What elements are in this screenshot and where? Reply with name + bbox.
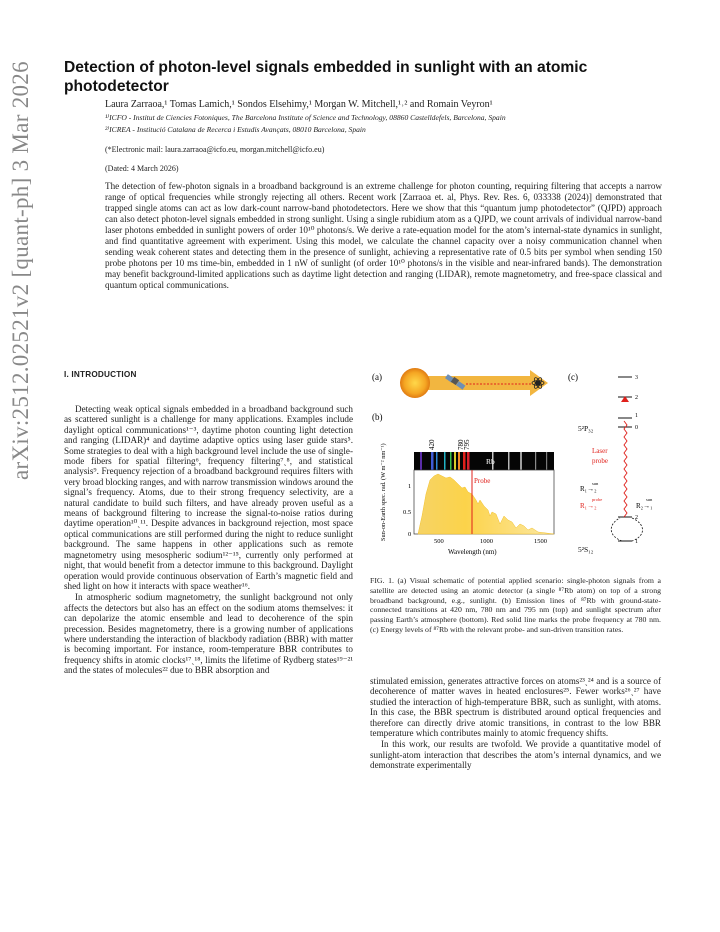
figure-1 xyxy=(370,366,670,566)
svg-text:3: 3 xyxy=(635,375,638,381)
y-axis-ticks xyxy=(403,483,411,538)
x-axis-ticks xyxy=(434,538,547,545)
right-column xyxy=(370,676,661,771)
date-line: (Dated: 4 March 2026) xyxy=(105,164,179,173)
panel-a-label: (a) xyxy=(372,372,382,382)
r12-probe-label: R₁→₂ xyxy=(580,502,597,510)
probe-text-label: probe xyxy=(592,457,608,465)
right-paragraph-1: stimulated emission, generates attractive forces on atoms²³ˎ²⁴ and is a source of decoherence of matter waves in heated enclosures²⁵. Fewer works²⁶ˎ²⁷ have studied the interaction of high-temperature BBR, such as sunlight, with atoms. In this case, the BBR spectrum is distributed around optical frequencies and therefore can directly drive atomic transitions, in contrast to the low BBR temperature which contributes mainly to atomic frequency shifts. xyxy=(370,676,661,739)
y-tick-0.5: 0.5 xyxy=(403,509,412,516)
sun-icon xyxy=(400,368,430,398)
arxiv-identifier: arXiv:2512.02521v2 [quant-ph] 3 Mar 2026 xyxy=(8,61,33,480)
y-axis-label: Sun-on-Earth spec. rad. (W m⁻² nm⁻¹) xyxy=(380,443,387,541)
panel-b-label: (b) xyxy=(372,412,383,422)
rb-emission-bar xyxy=(414,452,554,470)
rb-label: Rb xyxy=(486,457,495,466)
intro-paragraph-1: Detecting weak optical signals embedded in a broadband background such as scattered sunlight is a challenge for many applications. Examples include daylight optical communications¹⁻³, daytime photon counting light detection and ranging (LIDAR)⁴ and daytime adaptive optics using laser guide stars⁵. Some strategies to deal with a high background level include the use of single-mode fibers for spatial filtering⁶, frequency filtering⁷ˎ⁸, and statistical analysis⁹. Frequency rejection of a broadband background requires filters with very broad blocking ranges, and with narrow transmission windows around the signal’s frequency. Atoms, due to their strong frequency selectivity, are a natural candidate to build such filters, and have already proven useful as a means of background filtering to increase the signal-to-noise ratios during daytime operation¹⁰ˎ¹¹. Despite advances in background rejection, most space optical communications are still performed during the night to reduce sunlight background. The same happens in other applications such as remote magnetometry using mesospheric sodium¹²⁻¹⁵, currently only performed at night, that would benefit from a detector immune to this background. Daylight operation would provide continuous observation of Earth’s magnetic field and shed light on how it interacts with space weather¹⁶. xyxy=(64,404,353,591)
paper-title: Detection of photon-level signals embedded in sunlight with an atomic photodetector xyxy=(64,59,588,95)
y-tick-0: 0 xyxy=(408,531,412,538)
upper-sublevel-labels xyxy=(635,375,638,431)
line-label-780: 780 xyxy=(457,439,465,450)
left-column xyxy=(64,404,353,676)
contact-email[interactable]: (*Electronic mail: laura.zarraoa@icfo.eu, morgan.mitchell@icfo.eu) xyxy=(105,145,325,154)
intro-paragraph-2: In atmospheric sodium magnetometry, the sunlight background not only affects the detectors but also has an effect on the sodium atoms themselves: it can depolarize the atomic ensemble and lead to decoherence of the spin precession. Besides magnetometry, there is a growing number of applications where understanding the interaction of blackbody radiation (BBR) with matter is becoming important. For instance, room-temperature BBR contributes to frequency shifts in atomic clocks¹⁷ˎ¹⁸, limits the lifetime of Rydberg states¹⁹⁻²¹ and the states of molecules²² due to BBR absorption and xyxy=(64,592,353,676)
r21-sun-sup: sun xyxy=(646,497,653,502)
svg-text:2: 2 xyxy=(635,395,638,401)
panel-c-label: (c) xyxy=(568,372,578,382)
x-tick-1500: 1500 xyxy=(534,538,547,545)
x-tick-1000: 1000 xyxy=(480,538,493,545)
r12-sun-sup: sun xyxy=(592,481,599,486)
x-tick-500: 500 xyxy=(434,538,444,545)
r12-probe-sup: probe xyxy=(592,497,603,502)
svg-text:1: 1 xyxy=(635,539,638,545)
r12-sun-arrow xyxy=(611,518,622,541)
right-paragraph-2: In this work, our results are twofold. We provide a quantitative model of sunlight-atom interaction that describes the atom’s internal dynamics, and we demonstrate experimentally xyxy=(370,739,661,771)
svg-text:0: 0 xyxy=(635,425,638,431)
svg-text:2: 2 xyxy=(635,515,638,521)
lower-level-lines xyxy=(618,517,632,541)
sunlight-arrow xyxy=(416,370,548,396)
section-heading: I. INTRODUCTION xyxy=(64,370,137,379)
x-axis-label: Wavelength (nm) xyxy=(448,548,497,556)
laser-probe-arrow xyxy=(624,421,627,517)
abstract: The detection of few-photon signals in a broadband background is an extreme challenge for photon counting, requiring filtering that accepts a narrow range of optical frequencies while strongly rejecting all others. Recent work [Zarraoa et. al, Phys. Rev. Res. 6, 033338 (2024)] demonstrated that trapped single atoms can act as low dark-count narrow-band photodetectors. Here we show that this “quantum jump photodetector” (QJPD) approach can also detect photon-level signals embedded in strong sunlight. Using a single rubidium atom as a QJPD, we count arrivals of individual narrow-band laser photons embedded in sunlight powers of order 10¹⁰ photons/s. We derive a rate-equation model for the atom’s internal-state dynamics in sunlight, and find quantitative agreement with experiment. Using this model, we calculate the channel capacity over a noisy communication channel when sending weak coherent states and detecting them in the presence of sunlight, achieving a representative rate of 0.5 bits per symbol when sending 150 probe photons per 10 ms time-bin, embedded in 1 nW of sunlight (of order 10¹⁰ photons/s in the visible and near-infrared bands). The demonstration may benefit background-limited applications such as daytime light detection and ranging (LIDAR), remote magnetometry, and free-space classical and quantum optical communications. xyxy=(105,181,662,291)
line-label-420: 420 xyxy=(428,439,436,450)
probe-label: Probe xyxy=(474,477,491,485)
affiliation-icrea: ²⁾ICREA - Institució Catalana de Recerca i Estudis Avançats, 08010 Barcelona, Spain xyxy=(105,125,366,134)
lower-level-label: 5²S₁₂ xyxy=(578,545,594,554)
figure-caption: FIG. 1. (a) Visual schematic of potential applied scenario: single-photon signals from a satellite are detected using an atomic detector (a single ⁸⁷Rb atom) on top of a strong broadband background, e.g., sunlight. (b) Emission lines of ⁸⁷Rb with ground-state-connected transitions at 420 nm, 780 nm and 795 nm (top) and sunlight spectrum after passing Earth’s atmosphere (bottom). Red solid line marks the probe frequency at 780 nm. (c) Energy levels of ⁸⁷Rb with the relevant probe- and sun-driven transition rates. xyxy=(370,576,661,634)
svg-text:1: 1 xyxy=(635,413,638,419)
line-label-795: 795 xyxy=(463,439,471,450)
upper-level-label: 5²P₃₂ xyxy=(578,424,594,433)
r12-sun-label: R₁→₂ xyxy=(580,485,597,493)
laser-label: Laser xyxy=(592,447,608,455)
y-tick-1: 1 xyxy=(408,483,412,490)
author-list: Laura Zarraoa,¹ Tomas Lamich,¹ Sondos Elsehimy,¹ Morgan W. Mitchell,¹˒² and Romain Veyron¹ xyxy=(105,99,493,110)
r21-sun-label: R₂→₁ xyxy=(636,502,653,510)
r21-sun-arrow xyxy=(632,518,643,541)
affiliation-icfo: ¹⁾ICFO - Institut de Ciencies Fotoniques, The Barcelona Institute of Science and Technology, 08860 Castelldefels, Barcelona, Spain xyxy=(105,113,506,122)
